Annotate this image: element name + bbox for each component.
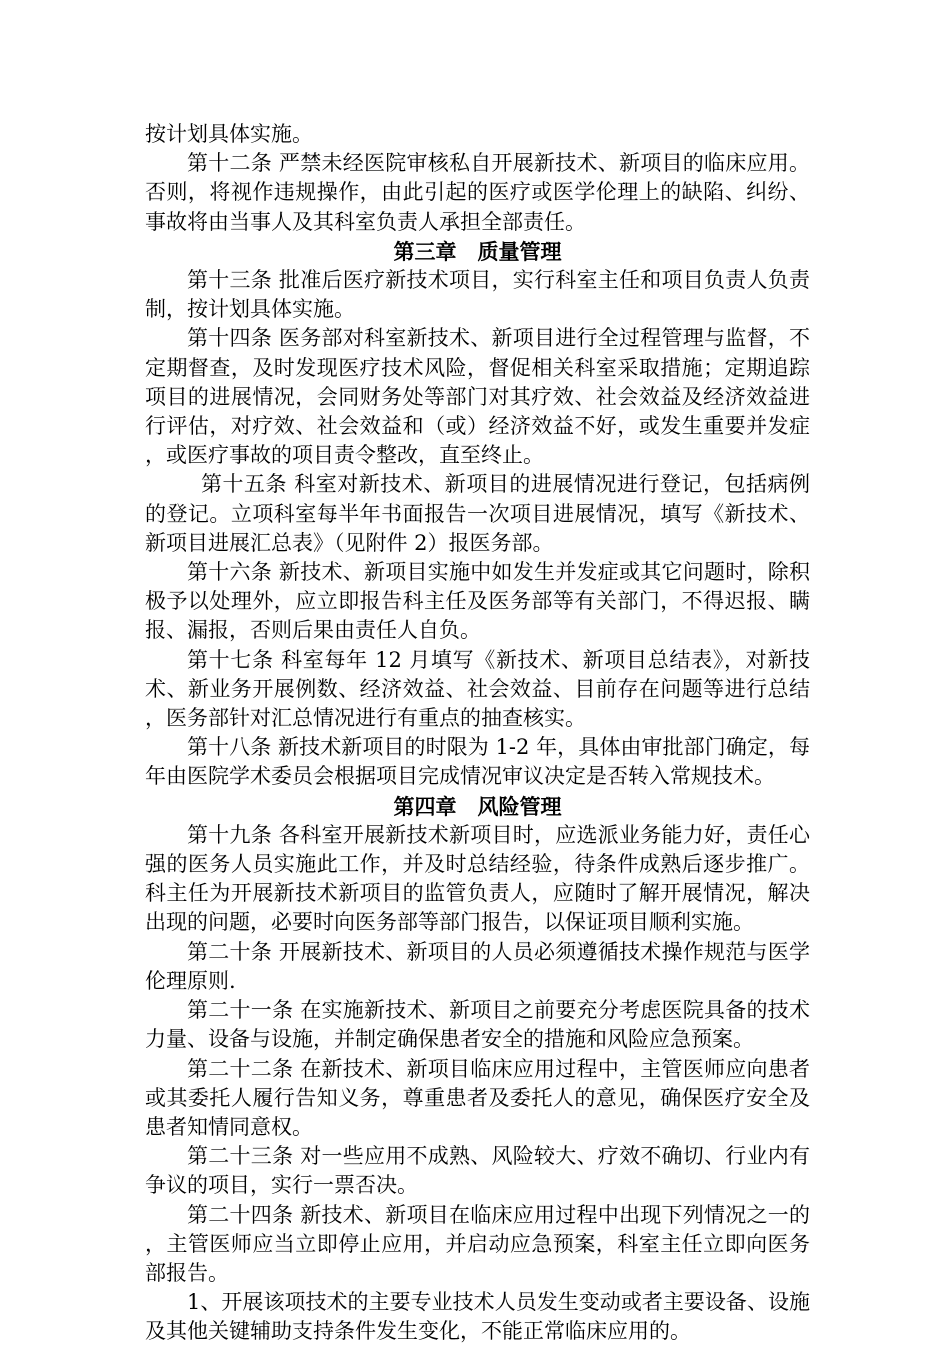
article-21: 第二十一条 在实施新技术、新项目之前要充分考虑医院具备的技术力量、设备与设施，并制定确保患者安全的措施和风险应急预案。 (145, 998, 810, 1052)
article-16: 第十六条 新技术、新项目实施中如发生并发症或其它问题时，除积极予以处理外，应立即报告科主任及医务部等有关部门，不得迟报、瞒报、漏报，否则后果由责任人自负。 (145, 560, 810, 643)
article-14: 第十四条 医务部对科室新技术、新项目进行全过程管理与监督，不定期督查，及时发现医疗技术风险，督促相关科室采取措施；定期追踪项目的进展情况，会同财务处等部门对其疗效、社会效益及经济效益进行评估，对疗效、社会效益和（或）经济效益不好，或发生重要并发症，或医疗事故的项目责令整改，直至终止。 (145, 326, 810, 468)
article-24-item-1: 1、开展该项技术的主要专业技术人员发生变动或者主要设备、设施及其他关键辅助支持条件发生变化，不能正常临床应用的。 (145, 1290, 810, 1344)
article-17: 第十七条 科室每年 12 月填写《新技术、新项目总结表》，对新技术、新业务开展例数、经济效益、社会效益、目前存在问题等进行总结，医务部针对汇总情况进行有重点的抽查核实。 (145, 647, 810, 731)
article-18: 第十八条 新技术新项目的时限为 1-2 年，具体由审批部门确定，每年由医院学术委员会根据项目完成情况审议决定是否转入常规技术。 (145, 735, 810, 789)
article-12: 第十二条 严禁未经医院审核私自开展新技术、新项目的临床应用。否则，将视作违规操作，由此引起的医疗或医学伦理上的缺陷、纠纷、事故将由当事人及其科室负责人承担全部责任。 (145, 151, 810, 234)
chapter-4-heading: 第四章 风险管理 (393, 793, 562, 819)
article-22: 第二十二条 在新技术、新项目临床应用过程中，主管医师应向患者或其委托人履行告知义务，尊重患者及委托人的意见，确保医疗安全及患者知情同意权。 (145, 1056, 810, 1139)
article-13: 第十三条 批准后医疗新技术项目，实行科室主任和项目负责人负责制，按计划具体实施。 (145, 268, 810, 322)
article-15: 第十五条 科室对新技术、新项目的进展情况进行登记，包括病例的登记。立项科室每半年书面报告一次项目进展情况，填写《新技术、新项目进展汇总表》（见附件 2）报医务部。 (145, 472, 810, 555)
article-23: 第二十三条 对一些应用不成熟、风险较大、疗效不确切、行业内有争议的项目，实行一票否决。 (145, 1144, 810, 1198)
document-body (145, 120, 810, 1347)
chapter-3-heading: 第三章 质量管理 (393, 238, 562, 264)
paragraph-intro: 按计划具体实施。 (145, 122, 313, 146)
article-20: 第二十条 开展新技术、新项目的人员必须遵循技术操作规范与医学伦理原则. (145, 939, 810, 993)
article-19: 第十九条 各科室开展新技术新项目时，应选派业务能力好，责任心强的医务人员实施此工作，并及时总结经验，待条件成熟后逐步推广。科主任为开展新技术新项目的监管负责人，应随时了解开展情况，解决出现的问题，必要时向医务部等部门报告，以保证项目顺利实施。 (145, 822, 810, 935)
article-24: 第二十四条 新技术、新项目在临床应用过程中出现下列情况之一的，主管医师应当立即停止应用，并启动应急预案，科室主任立即向医务部报告。 (145, 1202, 810, 1285)
